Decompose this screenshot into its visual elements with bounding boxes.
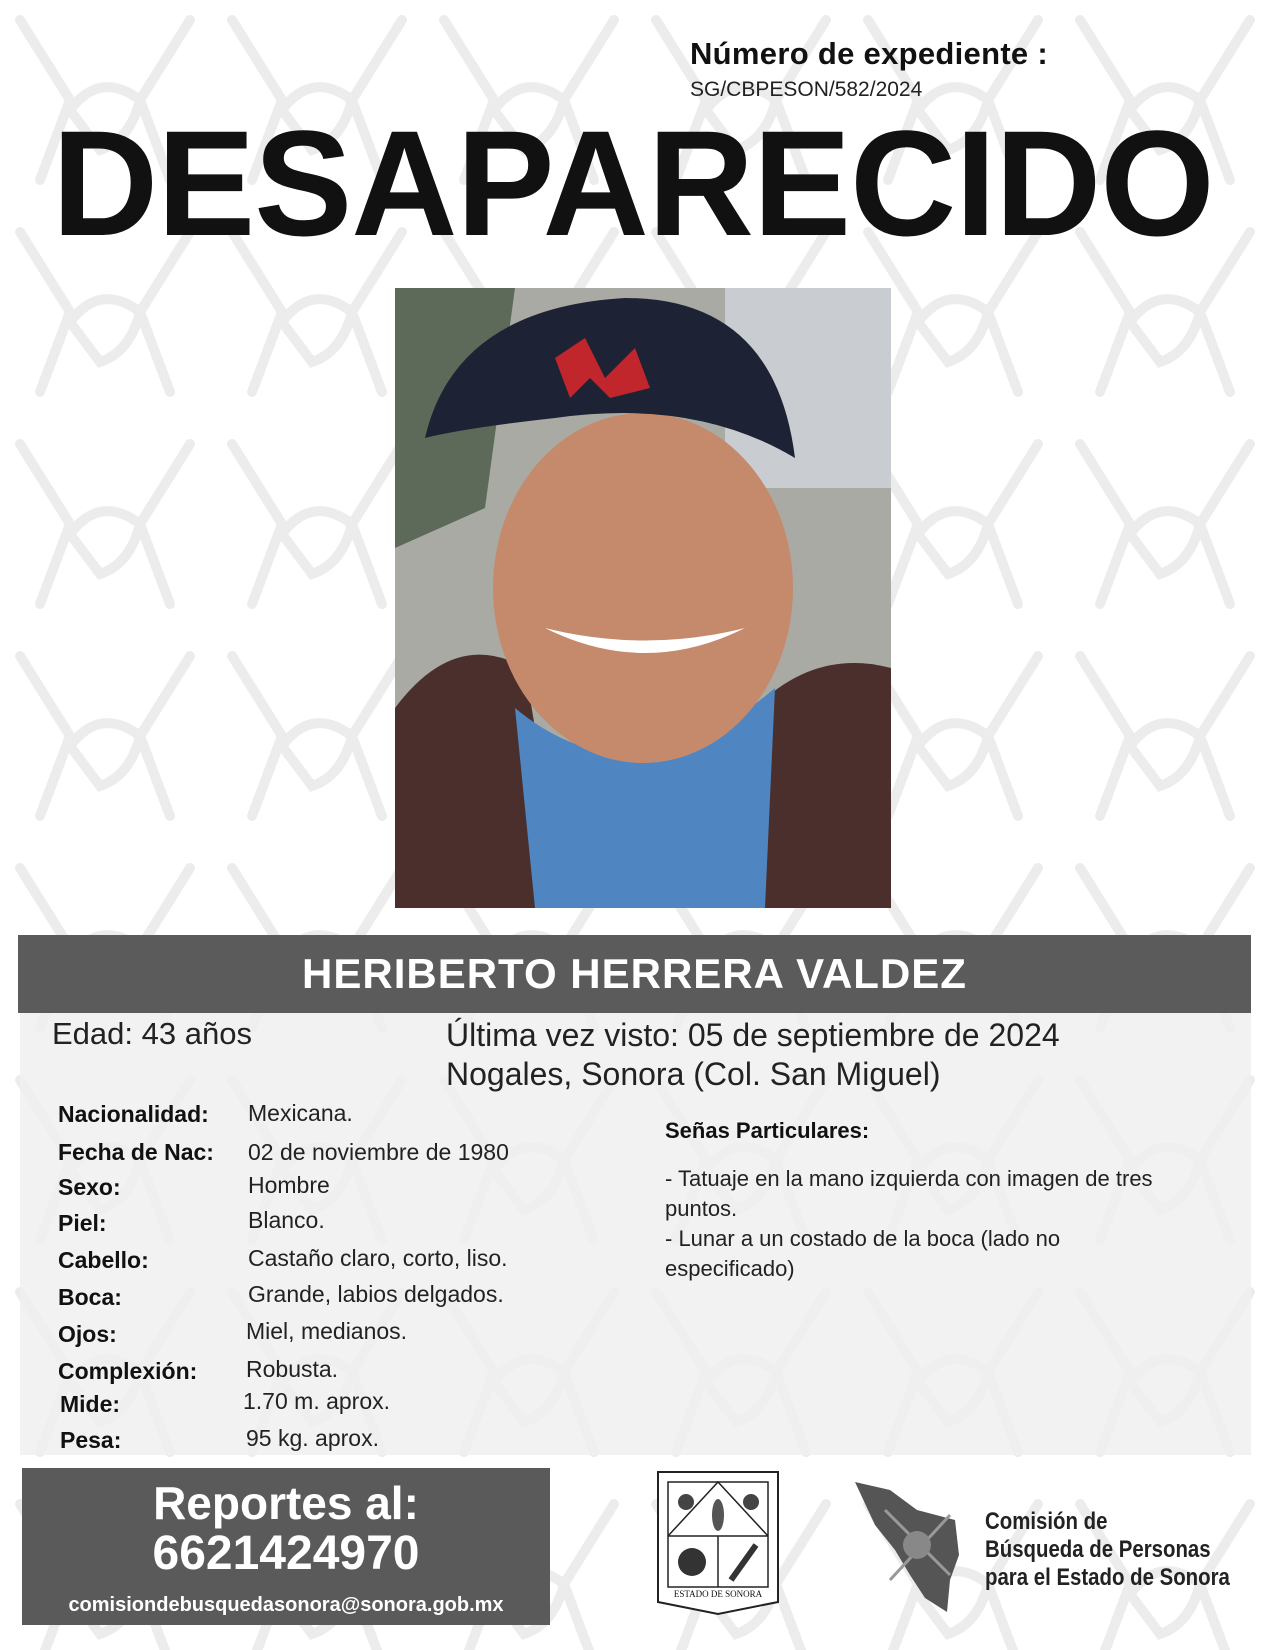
file-number: SG/CBPESON/582/2024: [690, 78, 923, 101]
label-mouth: Boca:: [58, 1284, 122, 1310]
sonora-map-logo-icon: [855, 1480, 965, 1615]
marks-line: especificado): [665, 1256, 795, 1281]
page-title: DESAPARECIDO: [52, 99, 1214, 267]
label-sex: Sexo:: [58, 1174, 121, 1200]
value-nationality: Mexicana.: [248, 1100, 353, 1126]
commission-name: [985, 1508, 1230, 1592]
label-eyes: Ojos:: [58, 1321, 117, 1347]
value-hair: Castaño claro, corto, liso.: [248, 1245, 508, 1271]
commission-line: para el Estado de Sonora: [985, 1564, 1230, 1591]
value-skin: Blanco.: [248, 1207, 325, 1233]
person-name-bar: [18, 935, 1251, 1013]
label-height: Mide:: [60, 1391, 121, 1417]
label-build: Complexión:: [58, 1358, 198, 1384]
marks-line: - Lunar a un costado de la boca (lado no: [665, 1226, 1061, 1251]
file-number-label: Número de expediente :: [690, 36, 1049, 71]
seal-text: ESTADO DE SONORA: [673, 1589, 763, 1599]
label-hair: Cabello:: [58, 1247, 149, 1273]
label-nationality: Nacionalidad:: [58, 1101, 209, 1127]
marks-title: Señas Particulares:: [665, 1118, 870, 1143]
person-name: HERIBERTO HERRERA VALDEZ: [302, 950, 967, 997]
marks-line: puntos.: [665, 1196, 738, 1221]
sonora-state-seal-icon: [656, 1470, 780, 1616]
missing-person-photo: [395, 288, 891, 908]
value-eyes: Miel, medianos.: [246, 1318, 408, 1344]
value-build: Robusta.: [246, 1356, 339, 1382]
commission-line: Comisión de: [985, 1508, 1108, 1535]
value-birth-date: 02 de noviembre de 1980: [248, 1139, 509, 1165]
report-email[interactable]: comisiondebusquedasonora@sonora.gob.mx: [68, 1594, 504, 1616]
value-weight: 95 kg. aprox.: [246, 1425, 379, 1451]
last-seen-place: Nogales, Sonora (Col. San Miguel): [446, 1056, 941, 1092]
label-skin: Piel:: [58, 1210, 107, 1236]
value-sex: Hombre: [248, 1172, 330, 1198]
value-mouth: Grande, labios delgados.: [248, 1281, 504, 1307]
report-phone[interactable]: 6621424970: [152, 1527, 420, 1580]
commission-line: Búsqueda de Personas: [985, 1536, 1211, 1563]
label-birth-date: Fecha de Nac:: [58, 1139, 214, 1165]
marks-line: - Tatuaje en la mano izquierda con imagen de tres: [665, 1166, 1153, 1191]
age: Edad: 43 años: [52, 1016, 252, 1051]
last-seen-date: Última vez visto: 05 de septiembre de 2024: [446, 1017, 1060, 1053]
label-weight: Pesa:: [60, 1427, 122, 1453]
report-label: Reportes al:: [153, 1477, 419, 1529]
value-height: 1.70 m. aprox.: [243, 1388, 391, 1414]
report-box: [22, 1468, 550, 1625]
